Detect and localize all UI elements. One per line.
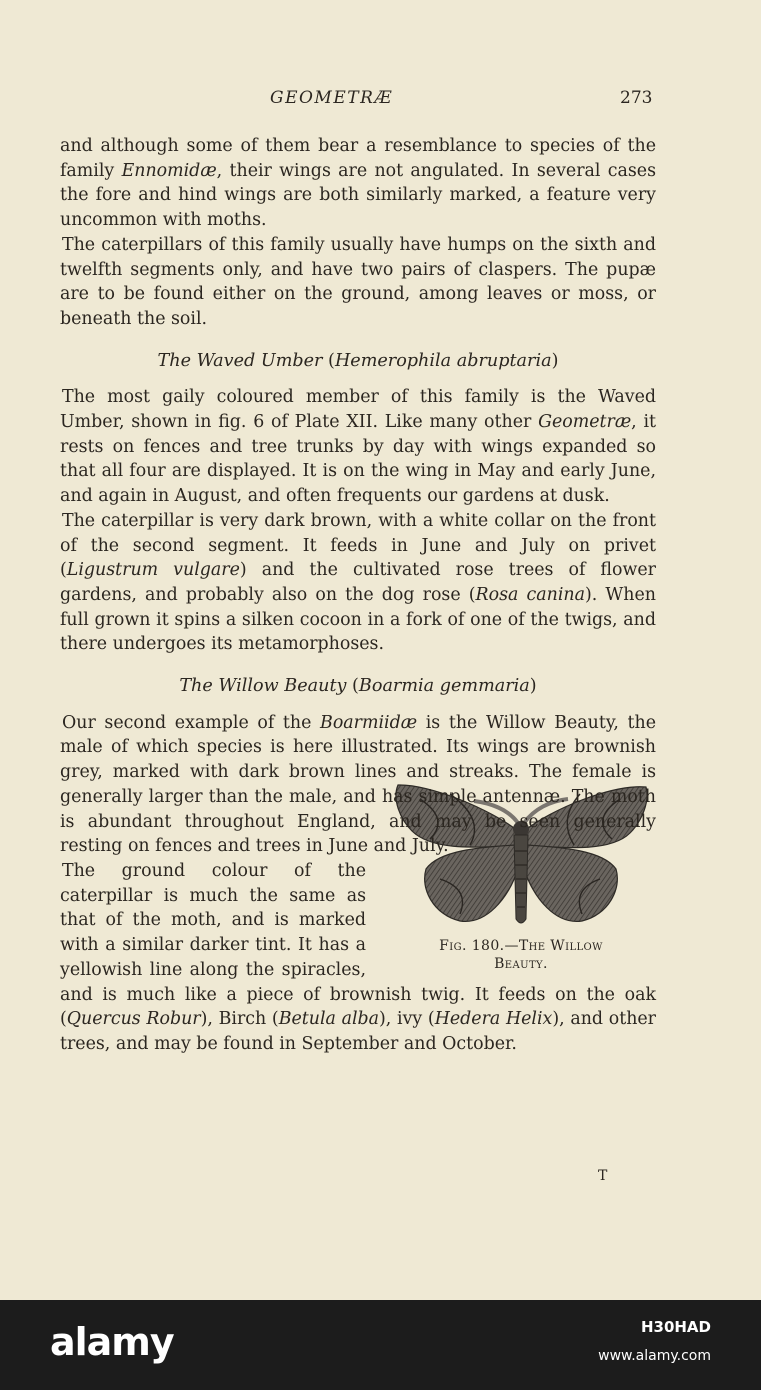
brand-logo: alamy: [50, 1320, 174, 1364]
paragraph: Our second example of the Boarmiidæ is the Willow Beauty, the male of which species is here illustrated. Its wings are brownish grey, marked with dark brown lines and streaks. The female is generally larger than the male, and has simple antennæ. The moth is abundant throughout England, and may be seen generally resting on fences and trees in June and July.: [60, 712, 656, 857]
italic-term: Quercus Robur: [66, 1009, 201, 1030]
paragraph: The caterpillars of this family usually have humps on the sixth and twelfth segments only, and have two pairs of claspers. The pupæ are to be found either on the ground, among leaves or moss, or beneath the soil.: [60, 234, 656, 329]
section-latin-name: Boarmia gemmaria: [358, 676, 530, 697]
paragraph: The ground colour of the caterpillar is much the same as that of the moth, and is marked with a similar darker tint. It has a yellowish line along the spiracles, and is much like a piece of brownish twig. It feeds on the oak (Quercus Robur), Birch (Betula alba), ivy (Hedera Helix), and other trees, and may be found in September and October.: [60, 860, 656, 1054]
running-header: [0, 88, 761, 112]
body-text: [60, 134, 656, 1057]
italic-term: Ligustrum vulgare: [66, 560, 240, 581]
section-title: The Willow Beauty: [179, 676, 347, 697]
running-title: GEOMETRÆ: [270, 88, 393, 108]
site-url: www.alamy.com: [598, 1348, 711, 1364]
figure-wrap-area: [60, 711, 656, 1057]
paragraph: The caterpillar is very dark brown, with a white collar on the front of the second segment. It feeds in June and July on privet (Ligustrum vulgare) and the cultivated rose trees of flower gardens, and probably also on the dog rose (Rosa canina). When full grown it spins a silken cocoon in a fork of one of the twigs, and there undergoes its metamorphoses.: [60, 510, 656, 655]
section-heading-waved-umber: The Waved Umber (Hemerophila abruptaria): [157, 350, 559, 371]
section-title: The Waved Umber: [157, 350, 323, 371]
italic-term: Boarmiidæ: [320, 712, 418, 733]
page-number: 273: [620, 88, 653, 108]
italic-term: Betula alba: [278, 1009, 380, 1030]
caption-line: Fig. 180.—The Willow: [439, 937, 603, 954]
printer-signature: T: [598, 1168, 608, 1184]
paragraph: and although some of them bear a resemblance to species of the family Ennomidæ, their wings are not angulated. In several cases the fore and hind wings are both similarly marked, a feature very uncommon with moths.: [60, 136, 656, 231]
caption-line: Beauty.: [494, 955, 548, 972]
section-latin-name: Hemerophila abruptaria: [334, 350, 552, 371]
italic-term: Geometræ: [538, 412, 632, 433]
italic-term: Ennomidæ: [121, 160, 217, 181]
section-heading-willow-beauty: The Willow Beauty (Boarmia gemmaria): [179, 676, 537, 697]
italic-term: Rosa canina: [475, 584, 585, 605]
figure-caption: [386, 937, 656, 973]
paragraph: The most gaily coloured member of this family is the Waved Umber, shown in fig. 6 of Plate XII. Like many other Geometræ, it rests on fences and tree trunks by day with wings expanded so that all four are displayed. It is on the wing in May and early June, and again in August, and often frequents our gardens at dusk.: [60, 387, 656, 507]
italic-term: Hedera Helix: [434, 1009, 553, 1030]
image-id: H30HAD: [640, 1318, 711, 1336]
watermark-bar: [0, 1300, 761, 1390]
